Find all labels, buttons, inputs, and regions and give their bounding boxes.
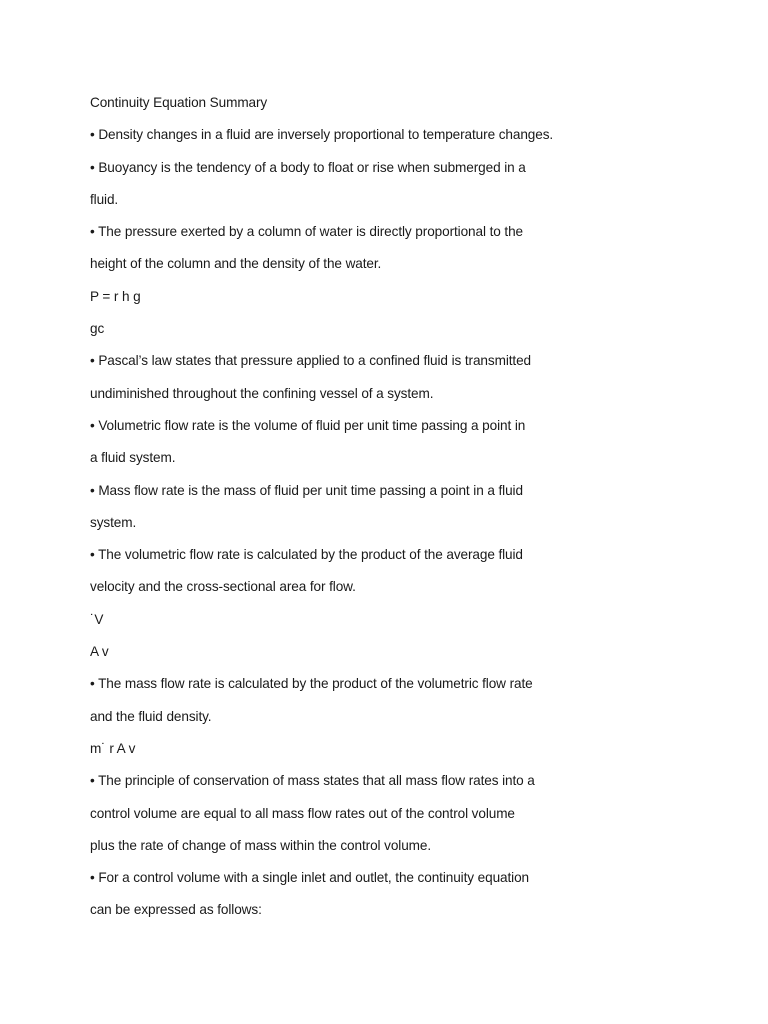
text-line: velocity and the cross-sectional area for flow.: [90, 579, 356, 595]
text-line: undiminished throughout the confining vessel of a system.: [90, 385, 434, 401]
text-line: plus the rate of change of mass within the control volume.: [90, 837, 432, 853]
text-line: a fluid system.: [90, 450, 176, 466]
text-line: • Volumetric flow rate is the volume of fluid per unit time passing a point in: [90, 417, 526, 433]
text-line: control volume are equal to all mass flow rates out of the control volume: [90, 805, 515, 821]
text-line: • The pressure exerted by a column of water is directly proportional to the: [90, 224, 523, 240]
text-line: height of the column and the density of the water.: [90, 256, 382, 272]
equation-line: A v: [90, 644, 109, 660]
equation-line: P = r h g: [90, 288, 141, 304]
text-line: system.: [90, 514, 137, 530]
text-line: • For a control volume with a single inlet and outlet, the continuity equation: [90, 870, 530, 886]
document-title: Continuity Equation Summary: [90, 95, 268, 110]
text-line: and the fluid density.: [90, 708, 212, 724]
text-line: • The volumetric flow rate is calculated by the product of the average fluid: [90, 547, 523, 563]
text-line: • Mass flow rate is the mass of fluid per unit time passing a point in a fluid: [90, 482, 523, 498]
text-line: • Buoyancy is the tendency of a body to float or rise when submerged in a: [90, 159, 526, 175]
text-line: • Density changes in a fluid are inversely proportional to temperature changes.: [90, 127, 554, 143]
text-line: • The mass flow rate is calculated by the product of the volumetric flow rate: [90, 676, 533, 692]
equation-line: gc: [90, 321, 105, 337]
document-body: [90, 90, 710, 930]
equation-line: m˙ r A v: [90, 740, 136, 756]
text-line: fluid.: [90, 191, 119, 207]
text-line: can be expressed as follows:: [90, 902, 262, 918]
text-line: • The principle of conservation of mass states that all mass flow rates into a: [90, 773, 535, 789]
text-line: • Pascal’s law states that pressure applied to a confined fluid is transmitted: [90, 353, 532, 369]
equation-line: ˙V: [90, 611, 104, 627]
